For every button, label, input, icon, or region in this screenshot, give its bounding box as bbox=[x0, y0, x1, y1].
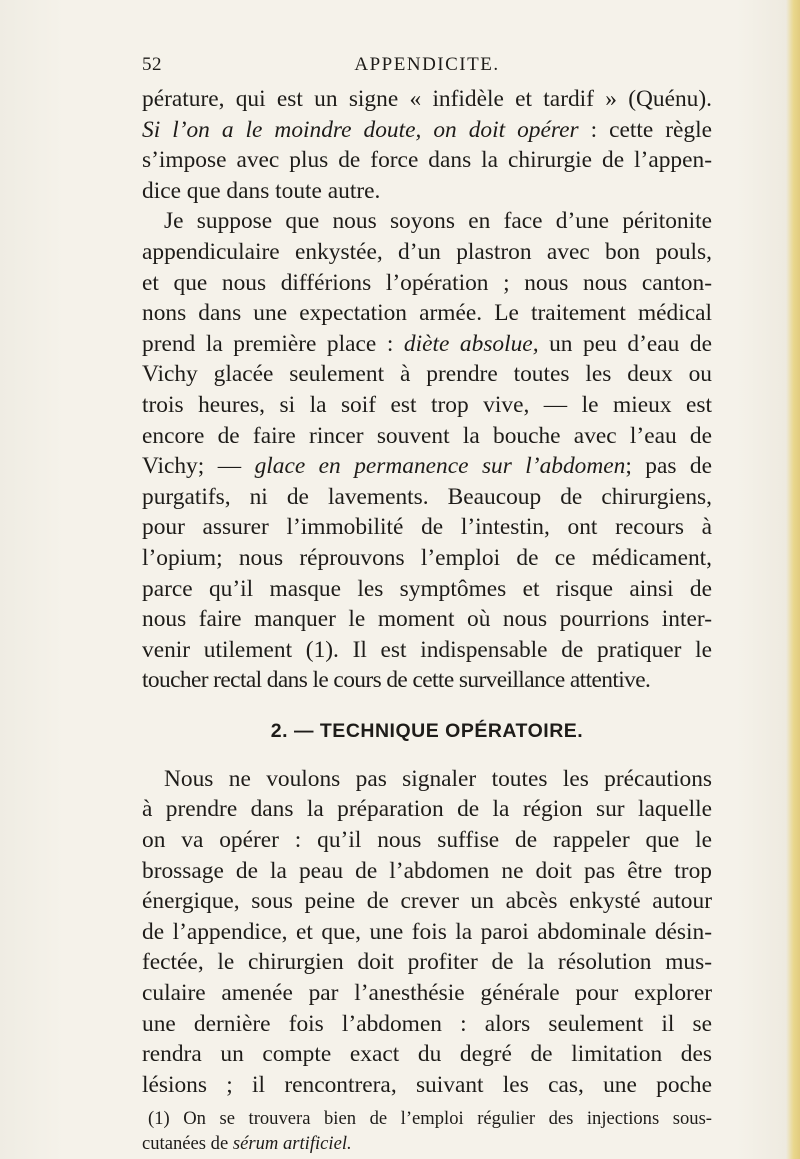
text-line: Vichy glacée seulement à prendre toutes les deux ou bbox=[142, 361, 712, 388]
text-line: purgatifs, ni de lavements. Beaucoup de chirurgiens, bbox=[142, 483, 712, 510]
text-run: : cette règle bbox=[590, 116, 712, 143]
italic-text: diète absolue, bbox=[403, 330, 539, 357]
italic-text: Si l’on a le moindre doute, on doit opérer bbox=[142, 116, 579, 143]
text-line: parce qu’il masque les symptômes et risque ainsi de bbox=[142, 575, 712, 602]
text-line: dice que dans toute autre. bbox=[142, 177, 381, 204]
text-line: pour assurer l’immobilité de l’intestin, ont recours à bbox=[142, 514, 712, 541]
text-run: cutanées de bbox=[142, 1133, 229, 1155]
text-line: fectée, le chirurgien doit profiter de la résolution mus- bbox=[142, 949, 712, 976]
text-line: nous faire manquer le moment où nous pourrions inter- bbox=[142, 606, 712, 633]
footnote-line bbox=[142, 1131, 712, 1156]
text-line: pérature, qui est un signe « infidèle et tardif » (Quénu). bbox=[142, 86, 712, 112]
text-line: appendiculaire enkystée, d’un plastron avec bon pouls, bbox=[142, 238, 712, 265]
text-line: s’impose avec plus de force dans la chirurgie de l’appen- bbox=[142, 147, 712, 174]
text-line bbox=[142, 329, 712, 360]
page-number: 52 bbox=[142, 54, 162, 75]
text-run: ; pas de bbox=[625, 453, 712, 480]
footnote-line: (1) On se trouvera bien de l’emploi régulier des injections sous- bbox=[148, 1108, 712, 1130]
footnote bbox=[142, 1106, 712, 1156]
paragraph-1 bbox=[142, 84, 712, 206]
page-header bbox=[142, 54, 712, 80]
text-line: lésions ; il rencontrera, suivant les cas, une poche bbox=[142, 1071, 712, 1098]
text-line: l’opium; nous réprouvons l’emploi de ce médicament, bbox=[142, 544, 712, 571]
text-line: à prendre dans la préparation de la région sur laquelle bbox=[142, 796, 712, 823]
text-line: trois heures, si la soif est trop vive, — le mieux est bbox=[142, 391, 712, 418]
page-edge bbox=[786, 0, 800, 1159]
text-line: Je suppose que nous soyons en face d’une péritonite bbox=[164, 208, 712, 235]
text-line: énergique, sous peine de crever un abcès enkysté autour bbox=[142, 888, 712, 915]
text-line: encore de faire rincer souvent la bouche avec l’eau de bbox=[142, 422, 712, 449]
text-line: toucher rectal dans le cours de cette surveillance attentive. bbox=[142, 667, 651, 694]
text-line bbox=[142, 451, 712, 482]
text-line: rendra un compte exact du degré de limitation des bbox=[142, 1041, 712, 1068]
paragraph-3 bbox=[142, 764, 712, 1101]
text-line: Nous ne voulons pas signaler toutes les précautions bbox=[164, 765, 712, 792]
text-run: un peu d’eau de bbox=[549, 330, 712, 357]
text-line: et que nous différions l’opération ; nous nous canton- bbox=[142, 269, 712, 296]
text-line: venir utilement (1). Il est indispensable de pratiquer le bbox=[142, 636, 712, 663]
text-line: une dernière fois l’abdomen : alors seulement il se bbox=[142, 1010, 712, 1037]
page-body bbox=[142, 84, 712, 1156]
text-run: Vichy; — bbox=[142, 453, 242, 480]
section-heading: 2. — TECHNIQUE OPÉRATOIRE. bbox=[270, 719, 584, 742]
text-line: nons dans une expectation armée. Le traitement médical bbox=[142, 300, 712, 327]
italic-text: glace en permanence sur l’abdomen bbox=[254, 453, 626, 480]
text-line: culaire amenée par l’anesthésie générale pour explorer bbox=[142, 980, 712, 1007]
text-line: de l’appendice, et que, une fois la paroi abdominale désin- bbox=[142, 918, 712, 945]
text-line: on va opérer : qu’il nous suffise de rappeler que le bbox=[142, 827, 712, 854]
text-run: prend la première place : bbox=[142, 330, 394, 357]
italic-text: sérum artificiel. bbox=[232, 1133, 352, 1155]
running-title: APPENDICITE. bbox=[354, 54, 500, 75]
paragraph-2 bbox=[142, 206, 712, 696]
text-line bbox=[142, 115, 712, 146]
text-line: brossage de la peau de l’abdomen ne doit pas être trop bbox=[142, 857, 712, 884]
